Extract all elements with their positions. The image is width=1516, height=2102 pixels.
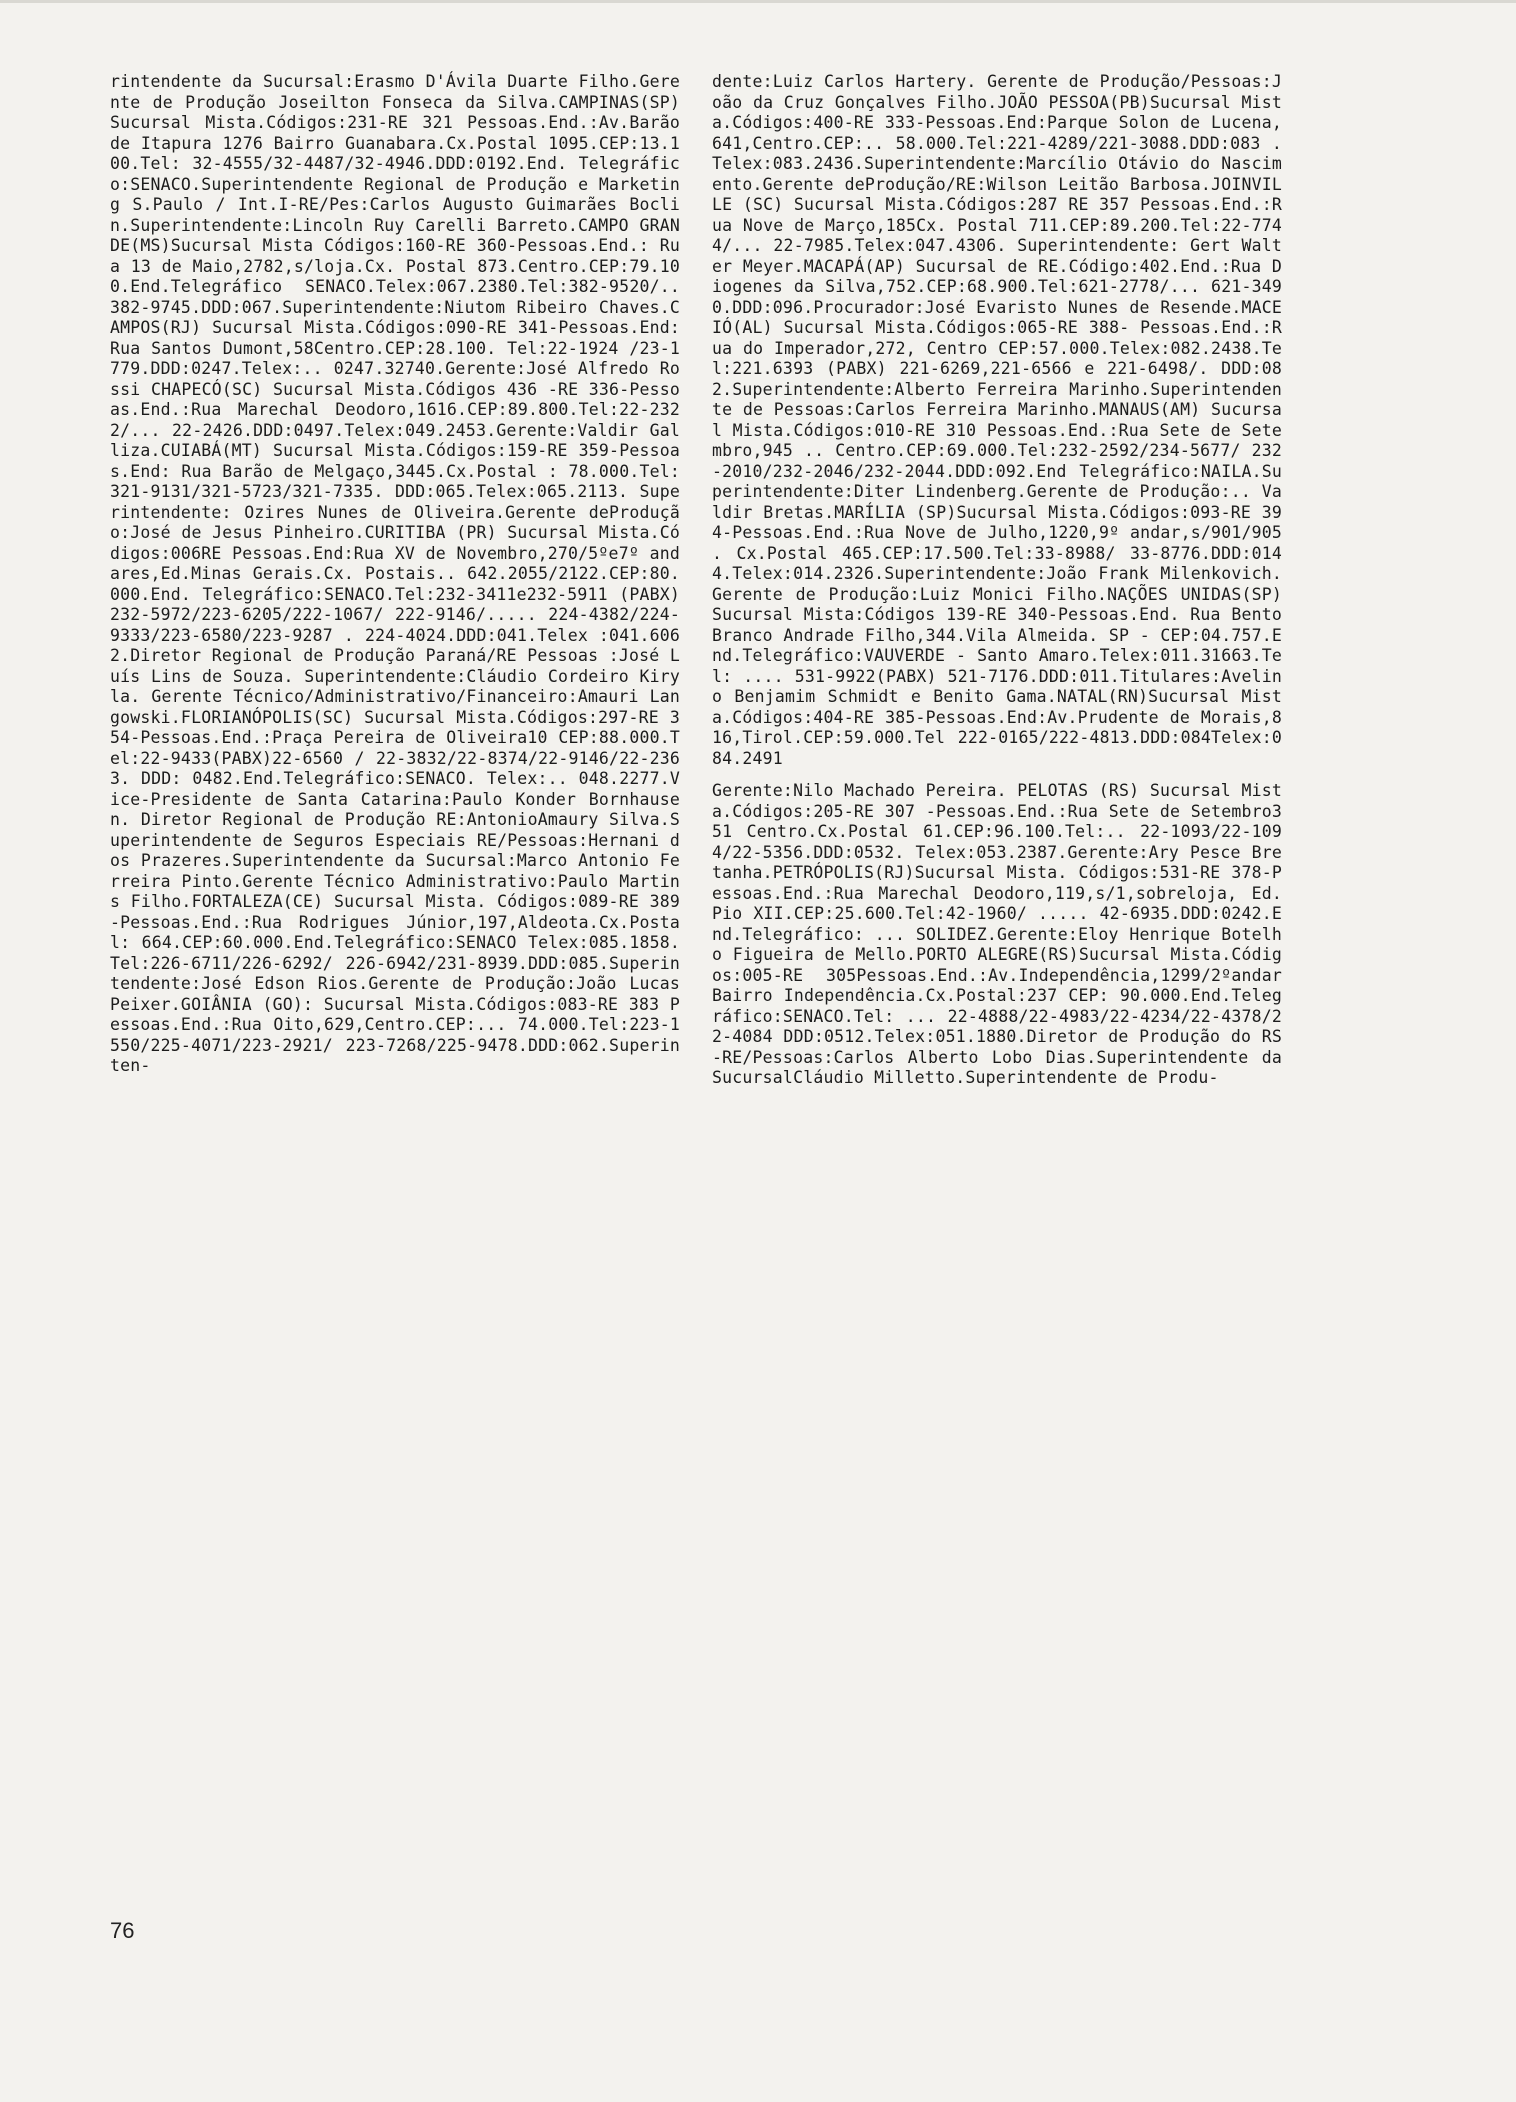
page-top-edge <box>0 0 1516 3</box>
left-column <box>110 72 680 1089</box>
page-number: 76 <box>110 1918 135 1943</box>
left-column-text: rintendente da Sucursal:Erasmo D'Ávila Duarte Filho.Gerente de Produção Joseilton Fonseca da Silva.CAMPINAS(SP) Sucursal Mista.Códigos:231-RE 321 Pessoas.End.:Av.Barão de Itapura 1276 Bairro Guanabara.Cx.Postal 1095.CEP:13.100.Tel: 32-4555/32-4487/32-4946.DDD:0192.End. Telegráfico:SENACO.Superintendente Regional de Produção e Marketing S.Paulo / Int.I-RE/Pes:Carlos Augusto Guimarães Boclin.Superintendente:Lincoln Ruy Carelli Barreto.CAMPO GRANDE(MS)Sucursal Mista Códigos:160-RE 360-Pessoas.End.: Rua 13 de Maio,2782,s/loja.Cx. Postal 873.Centro.CEP:79.100.End.Telegráfico SENACO.Telex:067.2380.Tel:382-9520/.. 382-9745.DDD:067.Superintendente:Niutom Ribeiro Chaves.CAMPOS(RJ) Sucursal Mista.Códigos:090-RE 341-Pessoas.End: Rua Santos Dumont,58Centro.CEP:28.100. Tel:22-1924 /23-1779.DDD:0247.Telex:.. 0247.32740.Gerente:José Alfredo Rossi CHAPECÓ(SC) Sucursal Mista.Códigos 436 -RE 336-Pessoas.End.:Rua Marechal Deodoro,1616.CEP:89.800.Tel:22-2322/... 22-2426.DDD:0497.Telex:049.2453.Gerente:Valdir Galliza.CUIABÁ(MT) Sucursal Mista.Códigos:159-RE 359-Pessoas.End: Rua Barão de Melgaço,3445.Cx.Postal : 78.000.Tel:321-9131/321-5723/321-7335. DDD:065.Telex:065.2113. Superintendente: Ozires Nunes de Oliveira.Gerente deProdução:José de Jesus Pinheiro.CURITIBA (PR) Sucursal Mista.Códigos:006RE Pessoas.End:Rua XV de Novembro,270/5ºe7º andares,Ed.Minas Gerais.Cx. Postais.. 642.2055/2122.CEP:80.000.End. Telegráfico:SENACO.Tel:232-3411e232-5911 (PABX) 232-5972/223-6205/222-1067/ 222-9146/..... 224-4382/224-9333/223-6580/223-9287 . 224-4024.DDD:041.Telex :041.6062.Diretor Regional de Produção Paraná/RE Pessoas :José Luís Lins de Souza. Superintendente:Cláudio Cordeiro Kiryla. Gerente Técnico/Administrativo/Financeiro:Amauri Langowski.FLORIANÓPOLIS(SC) Sucursal Mista.Códigos:297-RE 354-Pessoas.End.:Praça Pereira de Oliveira10 CEP:88.000.Tel:22-9433(PABX)22-6560 / 22-3832/22-8374/22-9146/22-2363. DDD: 0482.End.Telegráfico:SENACO. Telex:.. 048.2277.Vice-Presidente de Santa Catarina:Paulo Konder Bornhausen. Diretor Regional de Produção RE:AntonioAmaury Silva.Superintendente de Seguros Especiais RE/Pessoas:Hernani dos Prazeres.Superintendente da Sucursal:Marco Antonio Ferreira Pinto.Gerente Técnico Administrativo:Paulo Martins Filho.FORTALEZA(CE) Sucursal Mista. Códigos:089-RE 389-Pessoas.End.:Rua Rodrigues Júnior,197,Aldeota.Cx.Postal: 664.CEP:60.000.End.Telegráfico:SENACO Telex:085.1858.Tel:226-6711/226-6292/ 226-6942/231-8939.DDD:085.Superintendente:José Edson Rios.Gerente de Produção:João Lucas Peixer.GOIÂNIA (GO): Sucursal Mista.Códigos:083-RE 383 Pessoas.End.:Rua Oito,629,Centro.CEP:... 74.000.Tel:223-1550/225-4071/223-2921/ 223-7268/225-9478.DDD:062.Superinten- <box>110 72 680 1075</box>
right-column-text-2: Gerente:Nilo Machado Pereira. PELOTAS (RS) Sucursal Mista.Códigos:205-RE 307 -Pessoas.End.:Rua Sete de Setembro351 Centro.Cx.Postal 61.CEP:96.100.Tel:.. 22-1093/22-1094/22-5356.DDD:0532. Telex:053.2387.Gerente:Ary Pesce Bretanha.PETRÓPOLIS(RJ)Sucursal Mista. Códigos:531-RE 378-Pessoas.End.:Rua Marechal Deodoro,119,s/1,sobreloja, Ed. Pio XII.CEP:25.600.Tel:42-1960/ ..... 42-6935.DDD:0242.End.Telegráfico: ... SOLIDEZ.Gerente:Eloy Henrique Botelho Figueira de Mello.PORTO ALEGRE(RS)Sucursal Mista.Códigos:005-RE 305Pessoas.End.:Av.Independência,1299/2ºandar Bairro Independência.Cx.Postal:237 CEP: 90.000.End.Telegráfico:SENACO.Tel: ... 22-4888/22-4983/22-4234/22-4378/22-4084 DDD:0512.Telex:051.1880.Diretor de Produção do RS-RE/Pessoas:Carlos Alberto Lobo Dias.Superintendente da SucursalCláudio Milletto.Superintendente de Produ- <box>712 781 1282 1087</box>
right-column <box>712 72 1282 1101</box>
right-column-text-1: dente:Luiz Carlos Hartery. Gerente de Produção/Pessoas:João da Cruz Gonçalves Filho.JOÃO PESSOA(PB)Sucursal Mista.Códigos:400-RE 333-Pessoas.End:Parque Solon de Lucena,641,Centro.CEP:.. 58.000.Tel:221-4289/221-3088.DDD:083 . Telex:083.2436.Superintendente:Marcílio Otávio do Nascimento.Gerente deProdução/RE:Wilson Leitão Barbosa.JOINVILLE (SC) Sucursal Mista.Códigos:287 RE 357 Pessoas.End.:Rua Nove de Março,185Cx. Postal 711.CEP:89.200.Tel:22-7744/... 22-7985.Telex:047.4306. Superintendente: Gert Walter Meyer.MACAPÁ(AP) Sucursal de RE.Código:402.End.:Rua Diogenes da Silva,752.CEP:68.900.Tel:621-2778/... 621-3490.DDD:096.Procurador:José Evaristo Nunes de Resende.MACEIÓ(AL) Sucursal Mista.Códigos:065-RE 388- Pessoas.End.:Rua do Imperador,272, Centro CEP:57.000.Telex:082.2438.Tel:221.6393 (PABX) 221-6269,221-6566 e 221-6498/. DDD:082.Superintendente:Alberto Ferreira Marinho.Superintendente de Pessoas:Carlos Ferreira Marinho.MANAUS(AM) Sucursal Mista.Códigos:010-RE 310 Pessoas.End.:Rua Sete de Setembro,945 .. Centro.CEP:69.000.Tel:232-2592/234-5677/ 232-2010/232-2046/232-2044.DDD:092.End Telegráfico:NAILA.Superintendente:Diter Lindenberg.Gerente de Produção:.. Valdir Bretas.MARÍLIA (SP)Sucursal Mista.Códigos:093-RE 394-Pessoas.End.:Rua Nove de Julho,1220,9º andar,s/901/905 . Cx.Postal 465.CEP:17.500.Tel:33-8988/ 33-8776.DDD:0144.Telex:014.2326.Superintendente:João Frank Milenkovich.Gerente de Produção:Luiz Monici Filho.NAÇÕES UNIDAS(SP) Sucursal Mista:Códigos 139-RE 340-Pessoas.End. Rua Bento Branco Andrade Filho,344.Vila Almeida. SP - CEP:04.757.End.Telegráfico:VAUVERDE - Santo Amaro.Telex:011.31663.Tel: .... 531-9922(PABX) 521-7176.DDD:011.Titulares:Avelino Benjamim Schmidt e Benito Gama.NATAL(RN)Sucursal Mista.Códigos:404-RE 385-Pessoas.End:Av.Prudente de Morais,816,Tirol.CEP:59.000.Tel 222-0165/222-4813.DDD:084Telex:084.2491 <box>712 72 1282 768</box>
